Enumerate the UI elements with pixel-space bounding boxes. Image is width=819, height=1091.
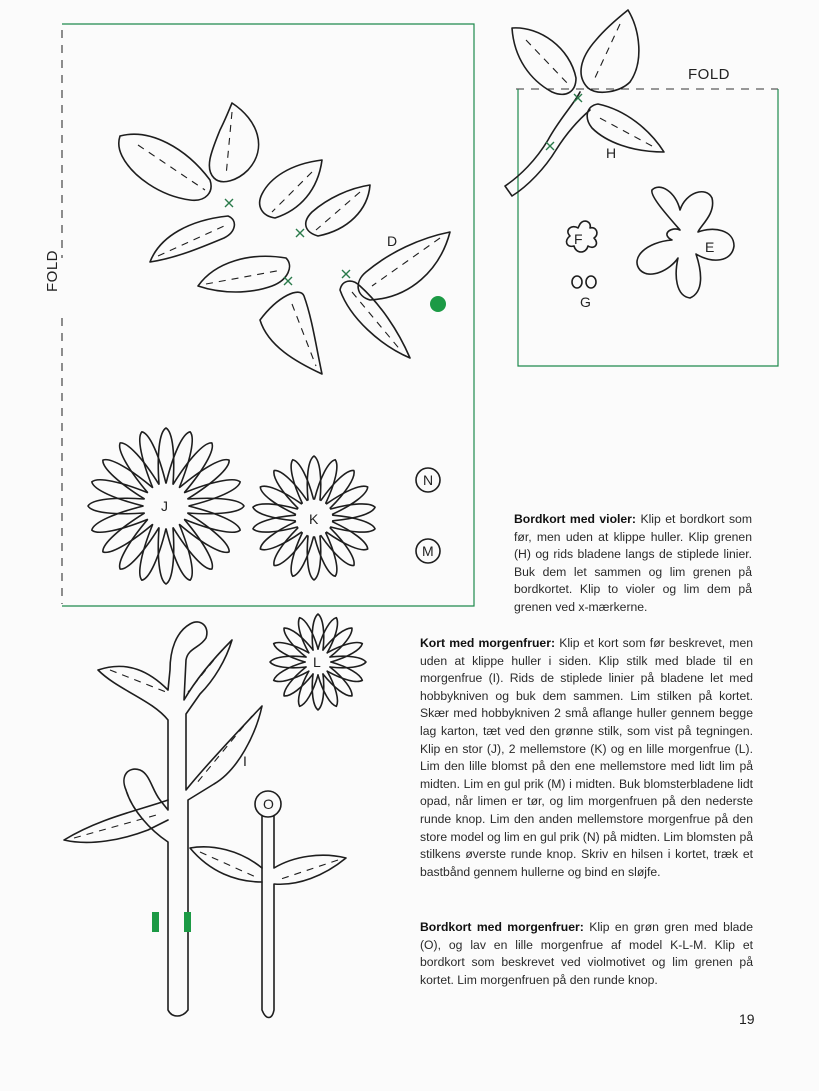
label-o: O: [263, 796, 274, 812]
marigold-petal: [135, 429, 167, 487]
section-body: Klip et kort som før beskrevet, men uden at klippe huller i siden. Klip stilk med blade til en morgenfrue (I). Rids de stiplede linier på bladene let med hobbykniven og buk dem sammen. Lim stilken på kortet. Skær med hobbykniven 2 små aflange huller gennem begge lag karton, tæt ved den grønne stilk, som vist på tegningen. Klip en stor (J), 2 mellemstore (K) og en lille morgenfrue (L). Lim den lille blomst på den ene mellemstore med lidt lim på midten. Lim en gul prik (M) i midten. Buk blomsterbladene lidt opad, når limen er tør, og lim morgenfruen på den nederste runde knop. Lim den anden mellemstore morgenfrue på den store model og lim en gul prik (N) på midten. Lim blomsten på stilkens øverste runde knop. Skriv en hilsen i kortet, træk et bastbånd gennem hullerne og bind en sløjfe.: [420, 636, 754, 879]
violet-e: [637, 187, 734, 298]
section-body: Klip en grøn gren med blade (O), og lav en lille morgenfrue af model K-L-M. Klip et bordkort som beskrevet ved violmotivet og lim grenen på kortet. Lim morgenfruen på den runde knop.: [420, 920, 753, 987]
label-k: K: [309, 511, 319, 527]
instructions-marigold-placecard: [420, 919, 753, 989]
label-n: N: [423, 472, 434, 488]
marigold-petal: [270, 656, 306, 668]
instructions-marigold-card: [420, 635, 753, 881]
marigold-petal: [165, 429, 197, 487]
marigold-petal: [307, 456, 321, 500]
violet-centers-g: [572, 276, 596, 288]
card-template-border: [62, 24, 474, 606]
label-g: G: [580, 294, 591, 310]
fold-label-top: FOLD: [688, 66, 731, 83]
label-m: M: [422, 543, 434, 559]
card-template-left: [62, 24, 474, 606]
marigold-petal: [89, 475, 147, 507]
green-dot-marker: [430, 296, 446, 312]
marigold-petal: [158, 428, 173, 484]
label-h: H: [606, 145, 617, 161]
marigold-petal: [188, 498, 244, 513]
label-e: E: [705, 239, 715, 255]
marigold-petal: [312, 614, 324, 650]
marigold-petal: [185, 475, 243, 507]
marigold-petal: [185, 505, 243, 537]
section-title: Bordkort med morgenfruer:: [420, 920, 584, 934]
page-number: 19: [739, 1011, 755, 1027]
card-template-right-border: [518, 89, 778, 366]
marigold-petal: [312, 674, 324, 710]
label-l: L: [313, 654, 321, 670]
marigold-petal: [158, 528, 173, 584]
label-f: F: [574, 231, 583, 247]
label-i: I: [243, 753, 247, 769]
violet-branch-h: [505, 10, 664, 196]
leaf-cluster-d: [119, 103, 450, 374]
marigold-branch-o: [190, 791, 346, 1018]
marigold-petal: [88, 498, 144, 513]
fold-label-side: FOLD: [44, 249, 61, 292]
section-title: Kort med morgenfruer:: [420, 636, 556, 650]
marigold-petal: [89, 505, 147, 537]
marigold-petal: [135, 525, 167, 583]
label-j: J: [161, 498, 168, 514]
marigold-stem-i: [64, 622, 262, 1016]
marigold-petal: [307, 536, 321, 580]
label-d: D: [387, 233, 398, 249]
section-title: Bordkort med violer:: [514, 512, 636, 526]
marigold-petal: [165, 525, 197, 583]
marigold-petal: [330, 656, 366, 668]
section-body: Klip et bordkort som før, men uden at klippe huller. Klip grenen (H) og rids bladene langs de stiplede linier. Buk dem let sammen og lim grenen på bordkortet. Klip to violer og lim dem på grenen ved x-mærkerne.: [514, 512, 752, 614]
instructions-violet-placecard: [514, 511, 752, 617]
